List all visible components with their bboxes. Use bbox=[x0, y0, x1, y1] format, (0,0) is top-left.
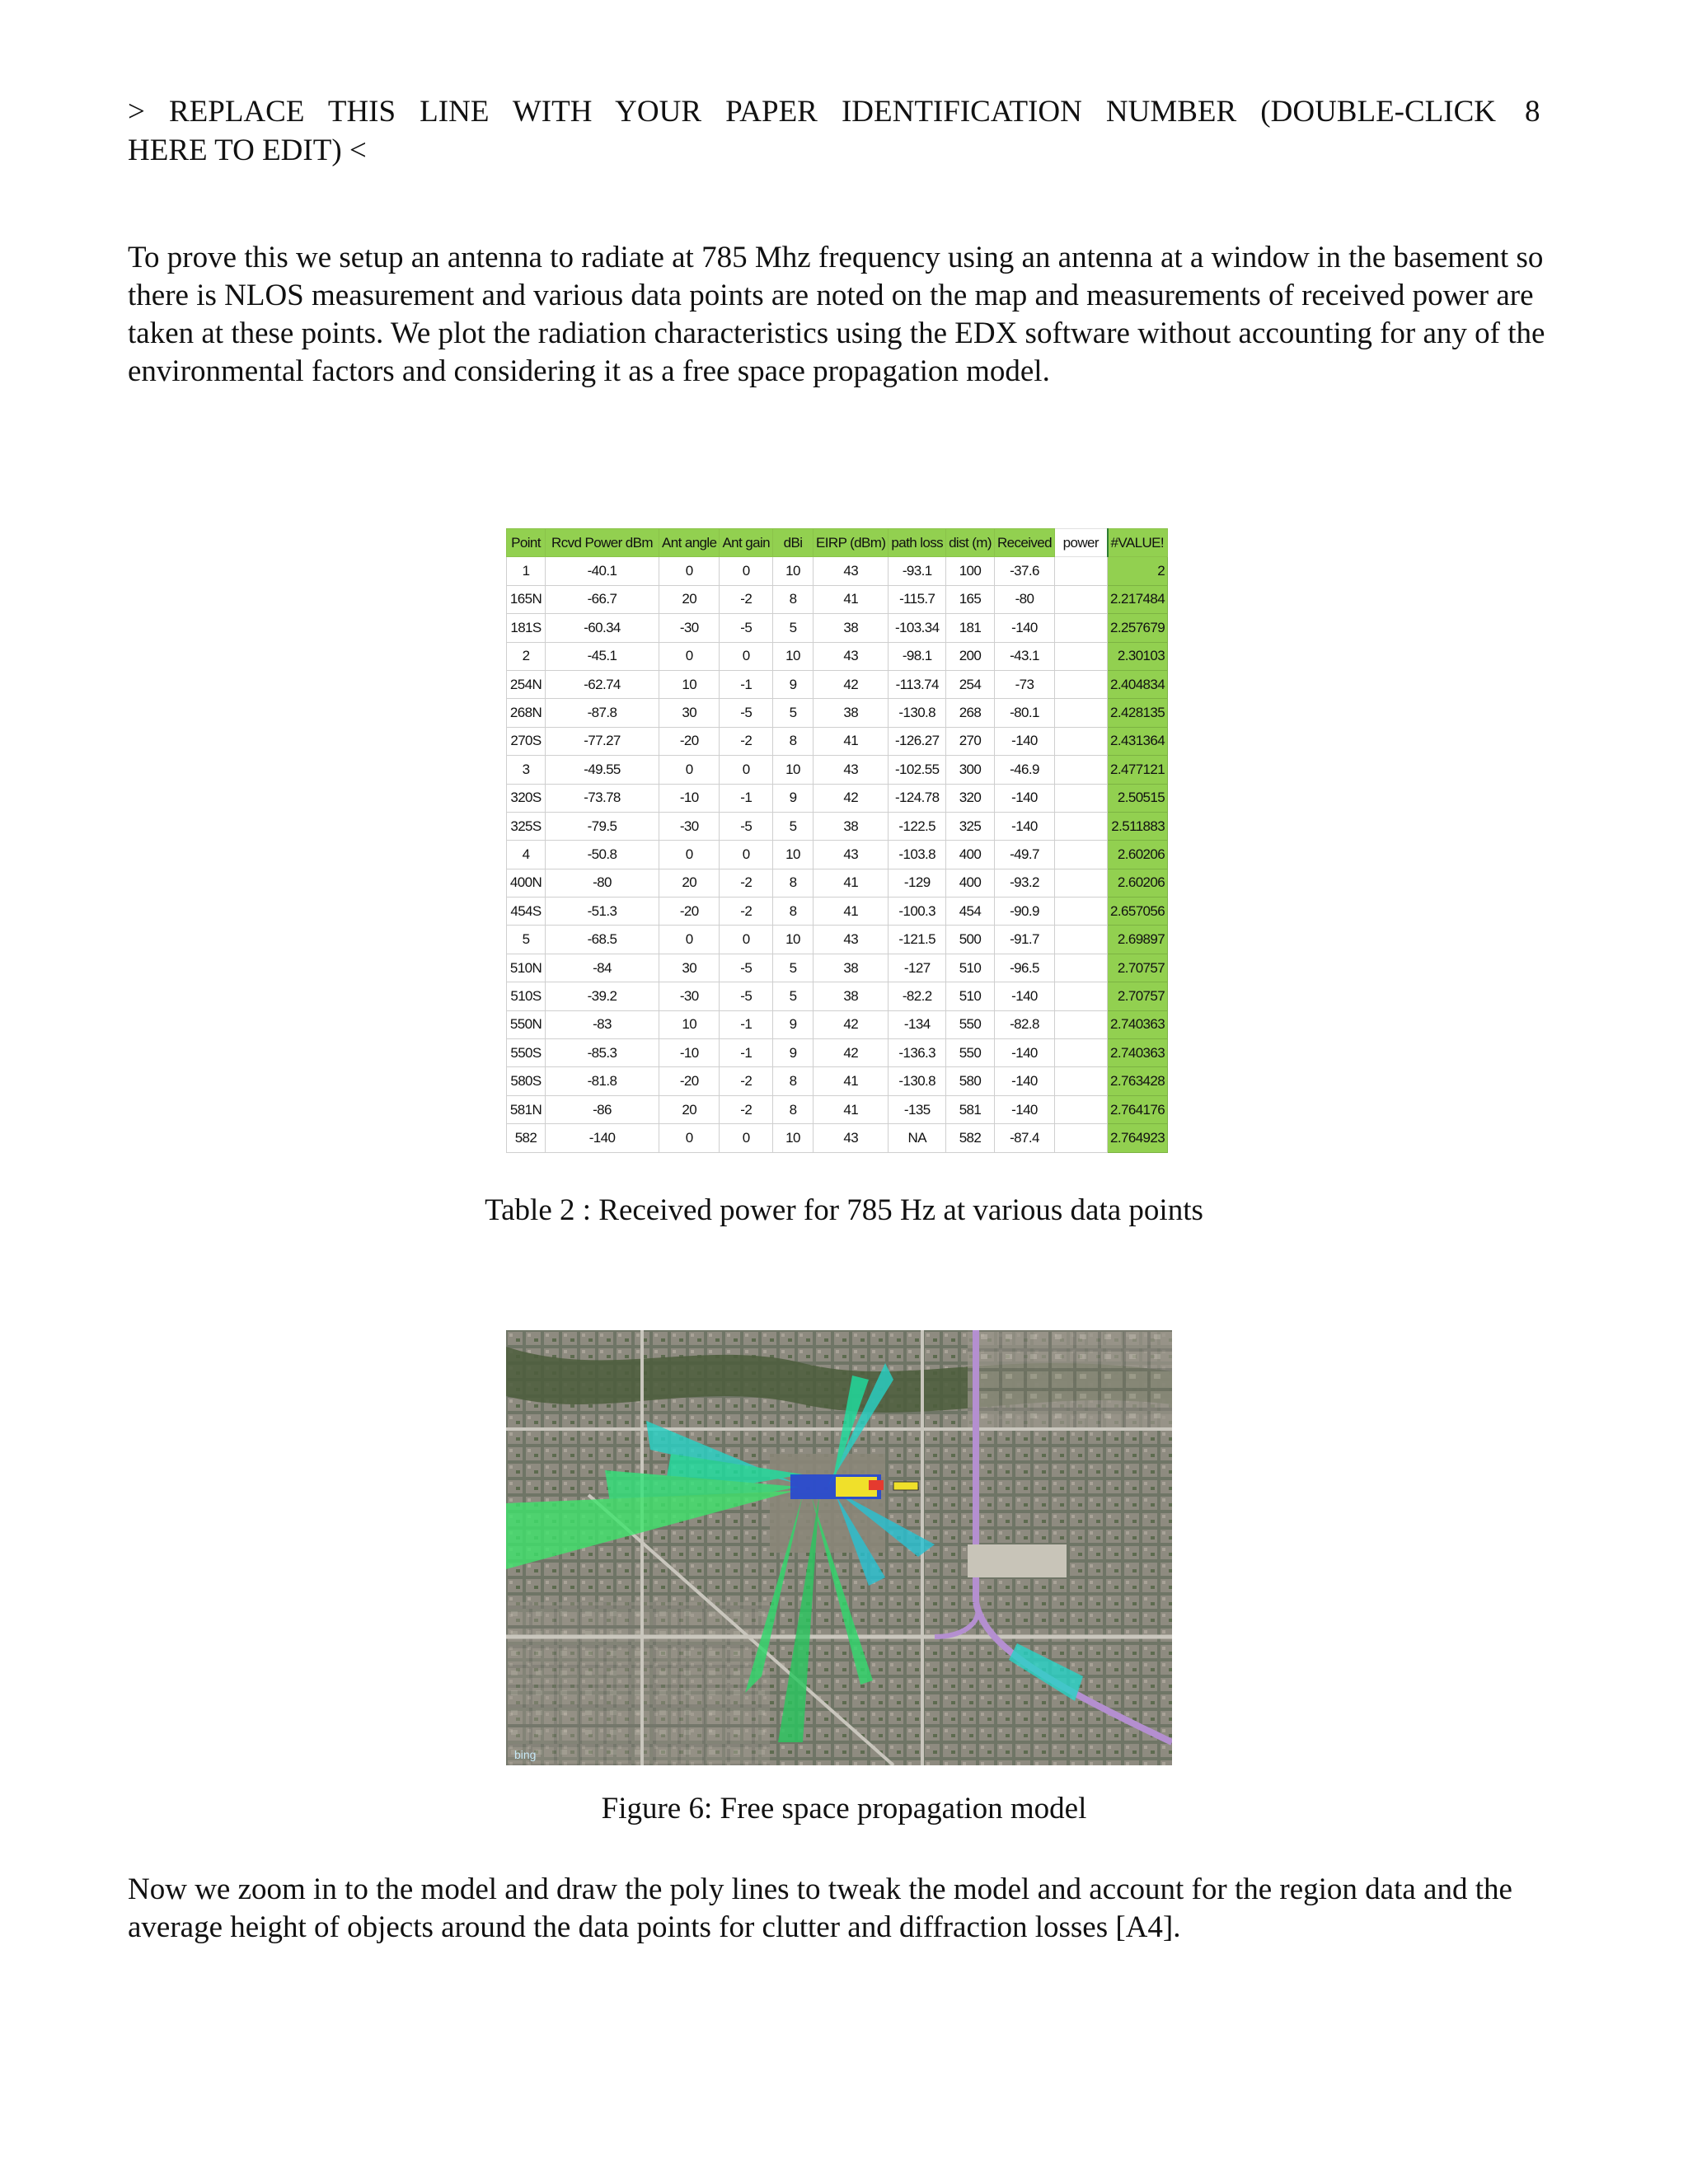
table-cell: -30 bbox=[659, 812, 720, 840]
table-cell bbox=[1055, 1039, 1108, 1067]
table-cell: -130.8 bbox=[889, 1067, 946, 1095]
table-cell: -140 bbox=[994, 614, 1054, 642]
table-cell bbox=[1055, 756, 1108, 784]
table-cell: -5 bbox=[720, 699, 773, 727]
table-cell: 2.60206 bbox=[1108, 841, 1168, 869]
table-cell: 0 bbox=[659, 926, 720, 954]
table-cell bbox=[1055, 670, 1108, 698]
table-cell: 10 bbox=[773, 756, 814, 784]
table-cell: 10 bbox=[773, 926, 814, 954]
table-cell: -80 bbox=[546, 869, 659, 897]
table-cell: 38 bbox=[814, 954, 889, 982]
table-cell: 254 bbox=[946, 670, 995, 698]
table-cell: 0 bbox=[720, 926, 773, 954]
table-cell: -140 bbox=[994, 812, 1054, 840]
table-cell: -140 bbox=[546, 1124, 659, 1152]
table-cell: -82.2 bbox=[889, 982, 946, 1010]
table-cell: 0 bbox=[659, 642, 720, 670]
table-cell: 325 bbox=[946, 812, 995, 840]
table-cell: -86 bbox=[546, 1095, 659, 1123]
table-cell: -5 bbox=[720, 812, 773, 840]
table-cell: -129 bbox=[889, 869, 946, 897]
table-cell: 42 bbox=[814, 1010, 889, 1038]
table-cell: 268N bbox=[507, 699, 546, 727]
table-cell: 581N bbox=[507, 1095, 546, 1123]
table-row bbox=[507, 557, 1168, 585]
header-line-2: HERE TO EDIT) < bbox=[128, 134, 367, 167]
table-cell: 30 bbox=[659, 699, 720, 727]
table-cell: -73 bbox=[994, 670, 1054, 698]
table-row bbox=[507, 585, 1168, 613]
table-cell: 268 bbox=[946, 699, 995, 727]
page-number: 8 bbox=[1525, 95, 1540, 129]
table-cell: 10 bbox=[659, 670, 720, 698]
table-cell: -140 bbox=[994, 1039, 1054, 1067]
figure-caption: Figure 6: Free space propagation model bbox=[601, 1792, 1087, 1825]
table-cell: 500 bbox=[946, 926, 995, 954]
table-cell: -40.1 bbox=[546, 557, 659, 585]
table-cell: -103.34 bbox=[889, 614, 946, 642]
table-cell: 165 bbox=[946, 585, 995, 613]
table-cell: -121.5 bbox=[889, 926, 946, 954]
table-cell: -50.8 bbox=[546, 841, 659, 869]
table-cell: 2.70757 bbox=[1108, 954, 1168, 982]
table-cell bbox=[1055, 699, 1108, 727]
table-cell: -140 bbox=[994, 1095, 1054, 1123]
table-cell: 2.217484 bbox=[1108, 585, 1168, 613]
table-row bbox=[507, 954, 1168, 982]
table-cell bbox=[1055, 784, 1108, 812]
table-cell: -30 bbox=[659, 614, 720, 642]
table-cell: 10 bbox=[773, 1124, 814, 1152]
table-cell: -127 bbox=[889, 954, 946, 982]
table-cell: -68.5 bbox=[546, 926, 659, 954]
table-cell: 2.477121 bbox=[1108, 756, 1168, 784]
table-cell: 270 bbox=[946, 727, 995, 755]
table-row bbox=[507, 1067, 1168, 1095]
table-cell: 550S bbox=[507, 1039, 546, 1067]
table-cell: 2.764176 bbox=[1108, 1095, 1168, 1123]
table-cell bbox=[1055, 954, 1108, 982]
table-cell bbox=[1055, 869, 1108, 897]
table-cell: -73.78 bbox=[546, 784, 659, 812]
table-cell: 10 bbox=[773, 557, 814, 585]
table-cell: -102.55 bbox=[889, 756, 946, 784]
table-cell: 1 bbox=[507, 557, 546, 585]
table-cell: 320S bbox=[507, 784, 546, 812]
table-cell: 181S bbox=[507, 614, 546, 642]
table-cell: 0 bbox=[659, 557, 720, 585]
column-header-10: #VALUE! bbox=[1108, 529, 1168, 557]
table-cell: -136.3 bbox=[889, 1039, 946, 1067]
table-row bbox=[507, 727, 1168, 755]
table-cell: -45.1 bbox=[546, 642, 659, 670]
table-cell: 38 bbox=[814, 982, 889, 1010]
table-cell: 42 bbox=[814, 1039, 889, 1067]
table-cell: 2 bbox=[1108, 557, 1168, 585]
table-cell: -46.9 bbox=[994, 756, 1054, 784]
table-cell: 2.257679 bbox=[1108, 614, 1168, 642]
table-cell: -2 bbox=[720, 869, 773, 897]
table-row bbox=[507, 1095, 1168, 1123]
table-cell: 4 bbox=[507, 841, 546, 869]
table-cell: -2 bbox=[720, 1067, 773, 1095]
table-cell: 38 bbox=[814, 812, 889, 840]
antenna-marker bbox=[893, 1482, 918, 1490]
table-cell: 20 bbox=[659, 1095, 720, 1123]
table-row bbox=[507, 841, 1168, 869]
column-header-2: Ant angle bbox=[659, 529, 720, 557]
table-cell: -5 bbox=[720, 954, 773, 982]
table-cell bbox=[1055, 898, 1108, 926]
table-cell: 200 bbox=[946, 642, 995, 670]
table-cell: 9 bbox=[773, 1039, 814, 1067]
table-cell: -60.34 bbox=[546, 614, 659, 642]
table-cell: 8 bbox=[773, 898, 814, 926]
table-cell: 0 bbox=[720, 841, 773, 869]
column-header-8: Received bbox=[994, 529, 1054, 557]
column-header-3: Ant gain bbox=[720, 529, 773, 557]
table-cell: 2.431364 bbox=[1108, 727, 1168, 755]
table-cell: -30 bbox=[659, 982, 720, 1010]
table-cell: 9 bbox=[773, 784, 814, 812]
table-cell: 0 bbox=[720, 1124, 773, 1152]
table-body bbox=[507, 557, 1168, 1152]
table-cell: NA bbox=[889, 1124, 946, 1152]
column-header-9: power bbox=[1055, 529, 1108, 557]
table-cell: 41 bbox=[814, 1095, 889, 1123]
table-cell: 2.60206 bbox=[1108, 869, 1168, 897]
table-cell: -10 bbox=[659, 784, 720, 812]
table-cell: 10 bbox=[773, 841, 814, 869]
table-row bbox=[507, 670, 1168, 698]
table-cell: -62.74 bbox=[546, 670, 659, 698]
table-cell: 2.428135 bbox=[1108, 699, 1168, 727]
table-cell: 254N bbox=[507, 670, 546, 698]
table-cell: 42 bbox=[814, 784, 889, 812]
antenna-site bbox=[869, 1480, 884, 1490]
table-cell: -103.8 bbox=[889, 841, 946, 869]
table-cell: -140 bbox=[994, 784, 1054, 812]
table-cell: 8 bbox=[773, 585, 814, 613]
table-cell: 582 bbox=[946, 1124, 995, 1152]
table-cell: 2 bbox=[507, 642, 546, 670]
table-row bbox=[507, 869, 1168, 897]
table-cell: 10 bbox=[773, 642, 814, 670]
table-cell: -93.1 bbox=[889, 557, 946, 585]
column-header-7: dist (m) bbox=[946, 529, 995, 557]
table-cell: 0 bbox=[720, 642, 773, 670]
table-row bbox=[507, 926, 1168, 954]
table-cell: 2.404834 bbox=[1108, 670, 1168, 698]
table-cell: -134 bbox=[889, 1010, 946, 1038]
table-cell: -81.8 bbox=[546, 1067, 659, 1095]
table-cell: 41 bbox=[814, 727, 889, 755]
table-row bbox=[507, 642, 1168, 670]
table-cell: 5 bbox=[773, 812, 814, 840]
table-cell: 454 bbox=[946, 898, 995, 926]
table-cell bbox=[1055, 926, 1108, 954]
table-cell: -37.6 bbox=[994, 557, 1054, 585]
propagation-map-figure bbox=[506, 1330, 1172, 1765]
table-row bbox=[507, 1124, 1168, 1152]
table-cell: 43 bbox=[814, 1124, 889, 1152]
table-cell: 10 bbox=[659, 1010, 720, 1038]
table-row bbox=[507, 756, 1168, 784]
table-cell: 0 bbox=[659, 1124, 720, 1152]
table-cell: 300 bbox=[946, 756, 995, 784]
table-cell: -130.8 bbox=[889, 699, 946, 727]
table-cell: -96.5 bbox=[994, 954, 1054, 982]
table-cell: 5 bbox=[773, 954, 814, 982]
table-cell: -124.78 bbox=[889, 784, 946, 812]
table-cell: 5 bbox=[773, 982, 814, 1010]
table-cell: 2.764923 bbox=[1108, 1124, 1168, 1152]
table-cell: -5 bbox=[720, 614, 773, 642]
table-cell: 30 bbox=[659, 954, 720, 982]
table-cell: 8 bbox=[773, 727, 814, 755]
table-cell: 38 bbox=[814, 699, 889, 727]
header-line-1: > REPLACE THIS LINE WITH YOUR PAPER IDENTIFICATION NUMBER (DOUBLE-CLICK bbox=[128, 95, 1496, 129]
table-cell: 20 bbox=[659, 869, 720, 897]
table-cell: -39.2 bbox=[546, 982, 659, 1010]
table-caption: Table 2 : Received power for 785 Hz at various data points bbox=[485, 1193, 1203, 1227]
table-cell: 165N bbox=[507, 585, 546, 613]
table-cell: 181 bbox=[946, 614, 995, 642]
table-cell: 0 bbox=[659, 841, 720, 869]
table-cell: 2.69897 bbox=[1108, 926, 1168, 954]
table-cell: 0 bbox=[720, 557, 773, 585]
table-cell bbox=[1055, 642, 1108, 670]
table-row bbox=[507, 784, 1168, 812]
table-cell: -43.1 bbox=[994, 642, 1054, 670]
column-header-6: path loss bbox=[889, 529, 946, 557]
table-cell: 8 bbox=[773, 1095, 814, 1123]
table-cell bbox=[1055, 1124, 1108, 1152]
table-cell: 582 bbox=[507, 1124, 546, 1152]
table-cell: -87.8 bbox=[546, 699, 659, 727]
table-row bbox=[507, 812, 1168, 840]
table-cell: 325S bbox=[507, 812, 546, 840]
table-cell: 9 bbox=[773, 670, 814, 698]
table-cell: 20 bbox=[659, 585, 720, 613]
table-cell: -113.74 bbox=[889, 670, 946, 698]
table-cell: -115.7 bbox=[889, 585, 946, 613]
table-cell: 41 bbox=[814, 869, 889, 897]
table-cell: 2.740363 bbox=[1108, 1010, 1168, 1038]
table-cell: 550N bbox=[507, 1010, 546, 1038]
table-cell bbox=[1055, 982, 1108, 1010]
table-cell bbox=[1055, 1010, 1108, 1038]
column-header-5: EIRP (dBm) bbox=[814, 529, 889, 557]
table-cell: -84 bbox=[546, 954, 659, 982]
table-cell: 2.511883 bbox=[1108, 812, 1168, 840]
table-header-row bbox=[507, 529, 1168, 557]
table-cell: -140 bbox=[994, 727, 1054, 755]
table-cell: -2 bbox=[720, 727, 773, 755]
table-cell: -66.7 bbox=[546, 585, 659, 613]
table-cell: 5 bbox=[773, 699, 814, 727]
table-cell: 2.70757 bbox=[1108, 982, 1168, 1010]
table-cell: -1 bbox=[720, 784, 773, 812]
table-cell: -1 bbox=[720, 670, 773, 698]
table-row bbox=[507, 614, 1168, 642]
table-cell: 2.657056 bbox=[1108, 898, 1168, 926]
table-cell: -83 bbox=[546, 1010, 659, 1038]
table-cell: -80 bbox=[994, 585, 1054, 613]
table-cell: 0 bbox=[720, 756, 773, 784]
table-cell: -87.4 bbox=[994, 1124, 1054, 1152]
table-cell: 400N bbox=[507, 869, 546, 897]
table-cell: -140 bbox=[994, 1067, 1054, 1095]
table-cell: -93.2 bbox=[994, 869, 1054, 897]
table-cell: 581 bbox=[946, 1095, 995, 1123]
table-cell: -20 bbox=[659, 898, 720, 926]
table-cell: 510 bbox=[946, 982, 995, 1010]
southwest-district bbox=[506, 1602, 770, 1765]
table-cell: 320 bbox=[946, 784, 995, 812]
table-cell: 41 bbox=[814, 898, 889, 926]
table-cell: -2 bbox=[720, 585, 773, 613]
table-cell: -49.7 bbox=[994, 841, 1054, 869]
table-cell: 510 bbox=[946, 954, 995, 982]
received-power-table bbox=[506, 528, 1168, 1153]
page-header bbox=[128, 92, 1521, 170]
table-row bbox=[507, 982, 1168, 1010]
table-cell: 43 bbox=[814, 926, 889, 954]
table-cell: 42 bbox=[814, 670, 889, 698]
table-cell bbox=[1055, 585, 1108, 613]
table-cell: -51.3 bbox=[546, 898, 659, 926]
table-cell: 41 bbox=[814, 1067, 889, 1095]
table-cell: -98.1 bbox=[889, 642, 946, 670]
table-cell bbox=[1055, 841, 1108, 869]
table-cell: -20 bbox=[659, 1067, 720, 1095]
table-cell: -20 bbox=[659, 727, 720, 755]
table-cell: 43 bbox=[814, 642, 889, 670]
table-cell: -82.8 bbox=[994, 1010, 1054, 1038]
table-cell: 3 bbox=[507, 756, 546, 784]
table-cell: 5 bbox=[507, 926, 546, 954]
table-cell: -85.3 bbox=[546, 1039, 659, 1067]
table-cell: -1 bbox=[720, 1010, 773, 1038]
table-cell: 400 bbox=[946, 841, 995, 869]
table-cell: 43 bbox=[814, 557, 889, 585]
table-cell bbox=[1055, 812, 1108, 840]
table-cell: 0 bbox=[659, 756, 720, 784]
table-cell: 510N bbox=[507, 954, 546, 982]
table-cell bbox=[1055, 557, 1108, 585]
table-cell: 100 bbox=[946, 557, 995, 585]
table-cell: -126.27 bbox=[889, 727, 946, 755]
table-cell: 580S bbox=[507, 1067, 546, 1095]
table-cell: 8 bbox=[773, 1067, 814, 1095]
table-cell: 580 bbox=[946, 1067, 995, 1095]
table-cell: 270S bbox=[507, 727, 546, 755]
table-cell: -2 bbox=[720, 898, 773, 926]
intro-paragraph: To prove this we setup an antenna to radiate at 785 Mhz frequency using an antenna at a window in the basement so there is NLOS measurement and various data points are noted on the map and measurements of received power are taken at these points. We plot the radiation characteristics using the EDX software without accounting for any of the environmental factors and considering it as a free space propagation model. bbox=[128, 241, 1545, 388]
table-cell bbox=[1055, 727, 1108, 755]
table-cell: -10 bbox=[659, 1039, 720, 1067]
table-cell: 2.50515 bbox=[1108, 784, 1168, 812]
table-cell: -91.7 bbox=[994, 926, 1054, 954]
column-header-0: Point bbox=[507, 529, 546, 557]
table-cell: -1 bbox=[720, 1039, 773, 1067]
table-cell bbox=[1055, 1067, 1108, 1095]
table-cell: 5 bbox=[773, 614, 814, 642]
closing-paragraph: Now we zoom in to the model and draw the poly lines to tweak the model and account for the region data and the average height of objects around the data points for clutter and diffraction losses [A4]. bbox=[128, 1872, 1512, 1944]
table-cell: 2.30103 bbox=[1108, 642, 1168, 670]
table-cell: -80.1 bbox=[994, 699, 1054, 727]
table-cell: -79.5 bbox=[546, 812, 659, 840]
table-cell: 2.740363 bbox=[1108, 1039, 1168, 1067]
building bbox=[968, 1544, 1067, 1577]
table-cell: -100.3 bbox=[889, 898, 946, 926]
table-cell: 2.763428 bbox=[1108, 1067, 1168, 1095]
table-cell: -122.5 bbox=[889, 812, 946, 840]
table-cell bbox=[1055, 1095, 1108, 1123]
table-cell: 400 bbox=[946, 869, 995, 897]
table-cell: 43 bbox=[814, 756, 889, 784]
column-header-1: Rcvd Power dBm bbox=[546, 529, 659, 557]
table-cell: 510S bbox=[507, 982, 546, 1010]
table-row bbox=[507, 898, 1168, 926]
table-cell: -5 bbox=[720, 982, 773, 1010]
campus-area bbox=[770, 1454, 885, 1553]
column-header-4: dBi bbox=[773, 529, 814, 557]
bing-logo: bing bbox=[514, 1748, 537, 1761]
table-cell: 41 bbox=[814, 585, 889, 613]
table-cell: 550 bbox=[946, 1010, 995, 1038]
table-cell: -140 bbox=[994, 982, 1054, 1010]
table-row bbox=[507, 699, 1168, 727]
table-cell: 550 bbox=[946, 1039, 995, 1067]
table-cell: 454S bbox=[507, 898, 546, 926]
table-row bbox=[507, 1039, 1168, 1067]
table-cell: -135 bbox=[889, 1095, 946, 1123]
table-cell: -49.55 bbox=[546, 756, 659, 784]
table-cell: 9 bbox=[773, 1010, 814, 1038]
table-cell: -77.27 bbox=[546, 727, 659, 755]
table-cell: -90.9 bbox=[994, 898, 1054, 926]
table-cell bbox=[1055, 614, 1108, 642]
table-cell: 38 bbox=[814, 614, 889, 642]
table-cell: -2 bbox=[720, 1095, 773, 1123]
table-cell: 43 bbox=[814, 841, 889, 869]
table-cell: 8 bbox=[773, 869, 814, 897]
map-image bbox=[506, 1330, 1172, 1765]
table-row bbox=[507, 1010, 1168, 1038]
northeast-district bbox=[968, 1330, 1172, 1429]
